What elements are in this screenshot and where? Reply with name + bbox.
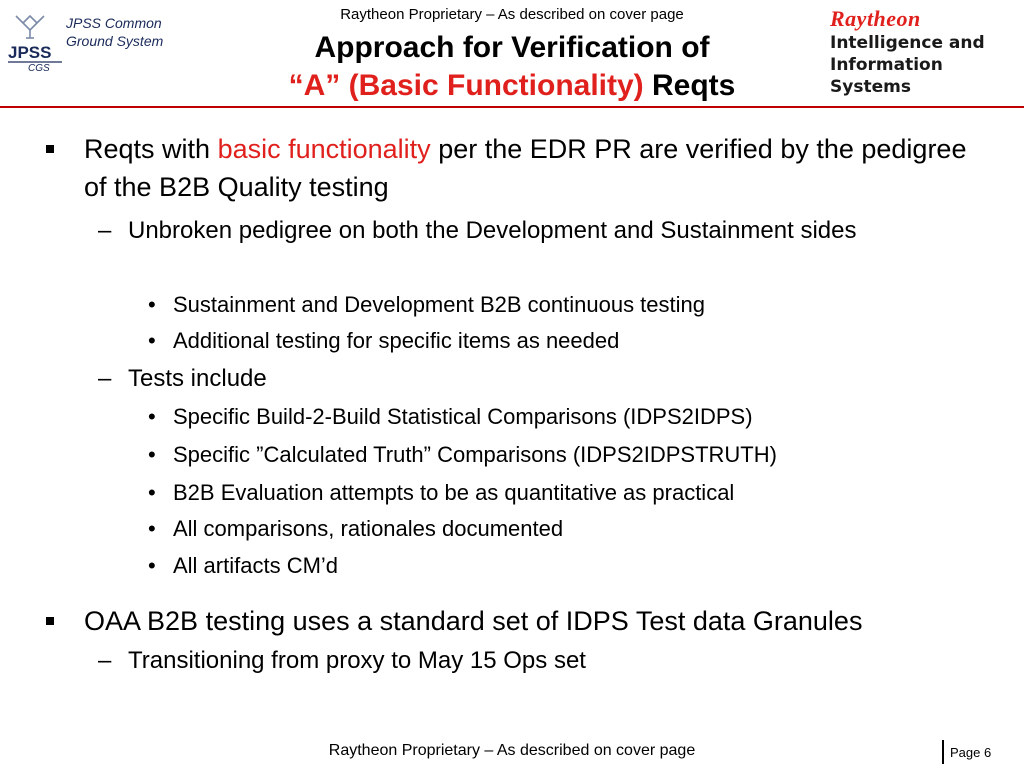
dash-bullet-icon: –: [98, 217, 112, 244]
bullet-text: Specific ”Calculated Truth” Comparisons (IDPS2IDPSTRUTH): [173, 442, 777, 467]
dash-bullet-icon: –: [98, 365, 112, 392]
dash-bullet-icon: –: [98, 647, 112, 674]
bullet-level3: [148, 290, 973, 320]
dot-bullet-icon: •: [148, 516, 156, 541]
title-line2-red: “A” (Basic Functionality): [288, 69, 644, 102]
bullet-level3: [148, 440, 973, 470]
dot-bullet-icon: •: [148, 292, 156, 317]
square-bullet-icon: [46, 145, 54, 153]
raytheon-logo: [830, 6, 1014, 98]
bullet-text: Transitioning from proxy to May 15 Ops set: [128, 647, 586, 674]
bullet-level2: [98, 644, 988, 678]
dot-bullet-icon: •: [148, 328, 156, 353]
bullet-text: All comparisons, rationales documented: [173, 516, 564, 541]
footer-proprietary-note: Raytheon Proprietary – As described on cover page: [328, 742, 696, 759]
bullet-level1: [84, 602, 984, 640]
bullet-text: All artifacts CM’d: [173, 553, 339, 578]
raytheon-division-line1: Intelligence and: [830, 33, 985, 53]
page-number: Page 6: [950, 745, 992, 760]
bullet-level3: [148, 478, 973, 508]
dot-bullet-icon: •: [148, 442, 156, 467]
raytheon-brand: Raytheon: [830, 6, 921, 31]
bullet-level2: [98, 214, 988, 248]
dot-bullet-icon: •: [148, 553, 156, 578]
bullet-text: per the EDR PR are verified by the pedigree of the B2B Quality testing: [84, 134, 967, 202]
jpss-logo-text: JPSS: [8, 43, 52, 62]
bullet-level1: [84, 130, 984, 206]
bullet-text: Tests include: [128, 365, 267, 392]
raytheon-division-line2: Information Systems: [830, 55, 943, 97]
square-bullet-icon: [46, 617, 54, 625]
bullet-level2: [98, 362, 988, 396]
bullet-text: Sustainment and Development B2B continuous testing: [173, 292, 705, 317]
cgs-logo-text: CGS: [28, 63, 50, 72]
jpss-caption-line1: JPSS Common: [66, 15, 162, 31]
dot-bullet-icon: •: [148, 404, 156, 429]
bullet-text-highlight: basic functionality: [217, 134, 431, 164]
header-proprietary-note: Raytheon Proprietary – As described on cover page: [340, 6, 684, 23]
dot-bullet-icon: •: [148, 480, 156, 505]
bullet-level3: [148, 402, 973, 432]
title-line1: Approach for Verification of: [314, 31, 710, 64]
bullet-level3: [148, 514, 973, 544]
bullet-text: Unbroken pedigree on both the Development and Sustainment sides: [128, 217, 857, 244]
bullet-text: OAA B2B testing uses a standard set of IDPS Test data Granules: [84, 606, 863, 636]
bullet-level3: [148, 551, 973, 581]
bullet-text: Additional testing for specific items as needed: [173, 328, 620, 353]
bullet-text: Specific Build-2-Build Statistical Comparisons (IDPS2IDPS): [173, 404, 753, 429]
page-divider: [942, 740, 944, 764]
bullet-level3: [148, 326, 973, 356]
title-line2-black: Reqts: [643, 69, 736, 102]
bullet-text: B2B Evaluation attempts to be as quantitative as practical: [173, 480, 735, 505]
jpss-caption-line2: Ground System: [66, 33, 164, 49]
header-rule: [0, 106, 1024, 108]
bullet-text: Reqts with: [84, 134, 218, 164]
